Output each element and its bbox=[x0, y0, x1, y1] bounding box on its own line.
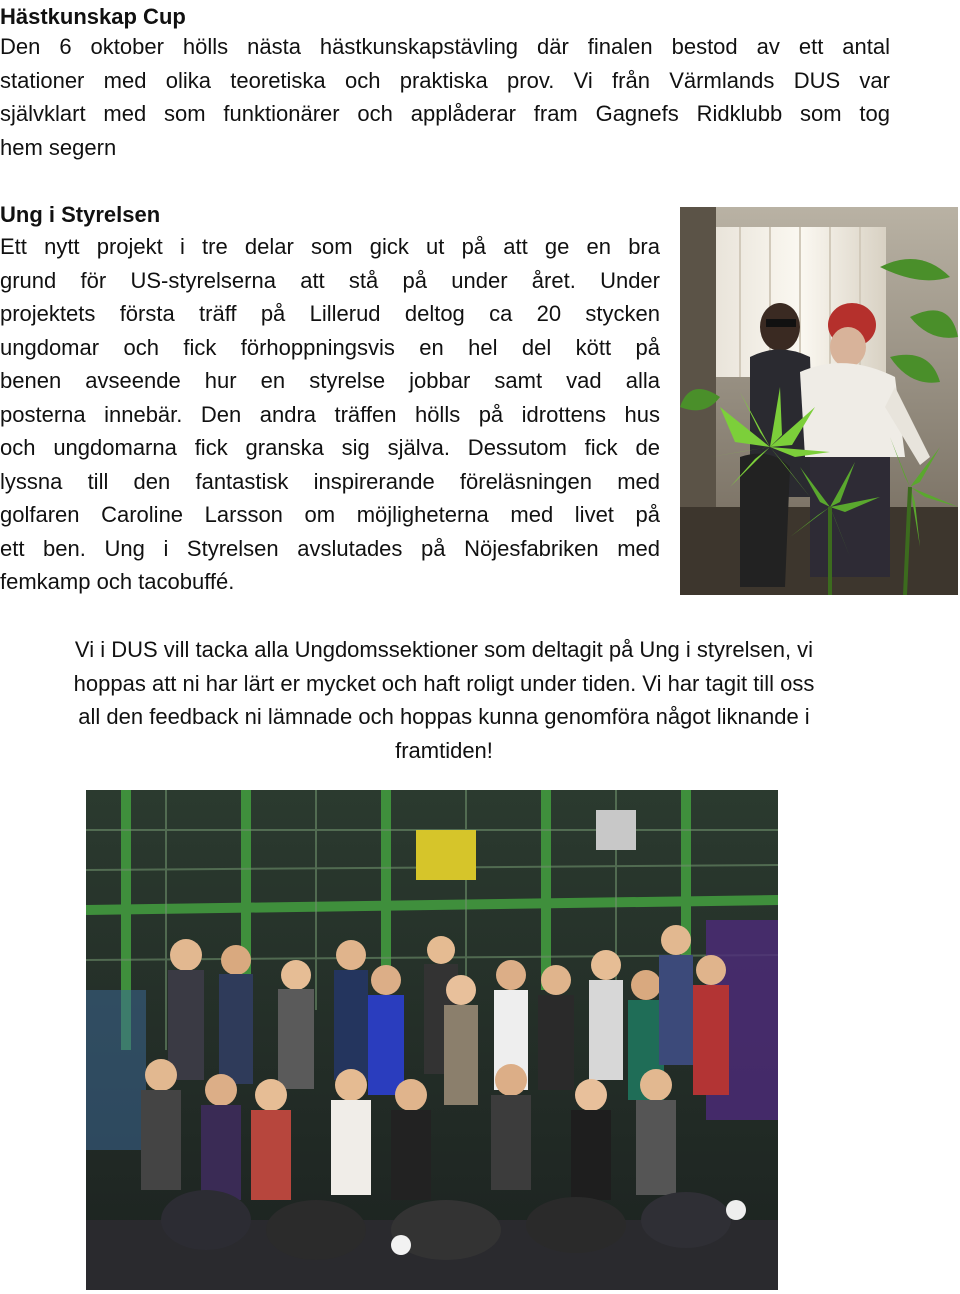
text-line: femkamp och tacobuffé. bbox=[0, 569, 235, 594]
section-title-hastkunskap-cup: Hästkunskap Cup bbox=[0, 4, 186, 29]
thank-you-message bbox=[0, 633, 888, 767]
text-line: grund för US-styrelserna att stå på under året. Under bbox=[0, 267, 660, 293]
text-line: Ett nytt projekt i tre delar som gick ut på att ge en bra bbox=[0, 234, 660, 259]
text-line: all den feedback ni lämnade och hoppas kunna genomföra något liknande i bbox=[78, 704, 810, 729]
text-line: hem segern bbox=[0, 134, 117, 160]
text-line: stationer med olika teoretiska och praktiska prov. Vi från Värmlands DUS var bbox=[0, 67, 890, 93]
text-line: hoppas att ni har lärt er mycket och haft roligt under tiden. Vi har tagit till oss bbox=[73, 670, 815, 696]
text-line: ett ben. Ung i Styrelsen avslutades på Nöjesfabriken med bbox=[0, 535, 660, 561]
text-line: benen avseende hur en styrelse jobbar samt vad alla bbox=[0, 368, 660, 393]
text-line: lyssna till den fantastisk inspirerande föreläsningen med bbox=[0, 468, 660, 494]
section-title-ung-i-styrelsen: Ung i Styrelsen bbox=[0, 202, 161, 227]
text-line: Den 6 oktober hölls nästa hästkunskapstävling där finalen bestod av ett antal bbox=[0, 34, 890, 59]
text-line: posterna innebär. Den andra träffen hölls på idrottens hus bbox=[0, 401, 660, 427]
text-line: Vi i DUS vill tacka alla Ungdomssektioner som deltagit på Ung i styrelsen, vi bbox=[74, 637, 814, 662]
section-body-ung-i-styrelsen bbox=[0, 230, 660, 599]
text-line: golfaren Caroline Larsson om möjligheterna med livet på bbox=[0, 502, 660, 527]
photo-group-at-playland bbox=[86, 790, 778, 1290]
text-line: ungdomar och fick förhoppningsvis en hel del kött på bbox=[0, 334, 660, 360]
text-line: projektets första träff på Lillerud deltog ca 20 stycken bbox=[0, 301, 660, 326]
photo-blindfolded-activity bbox=[680, 207, 958, 595]
text-line: framtiden! bbox=[395, 737, 493, 763]
section-body-hastkunskap-cup bbox=[0, 30, 890, 164]
text-line: och ungdomarna fick granska sig själva. Dessutom fick de bbox=[0, 435, 660, 460]
text-line: självklart med som funktionärer och applåderar fram Gagnefs Ridklubb som tog bbox=[0, 101, 890, 126]
